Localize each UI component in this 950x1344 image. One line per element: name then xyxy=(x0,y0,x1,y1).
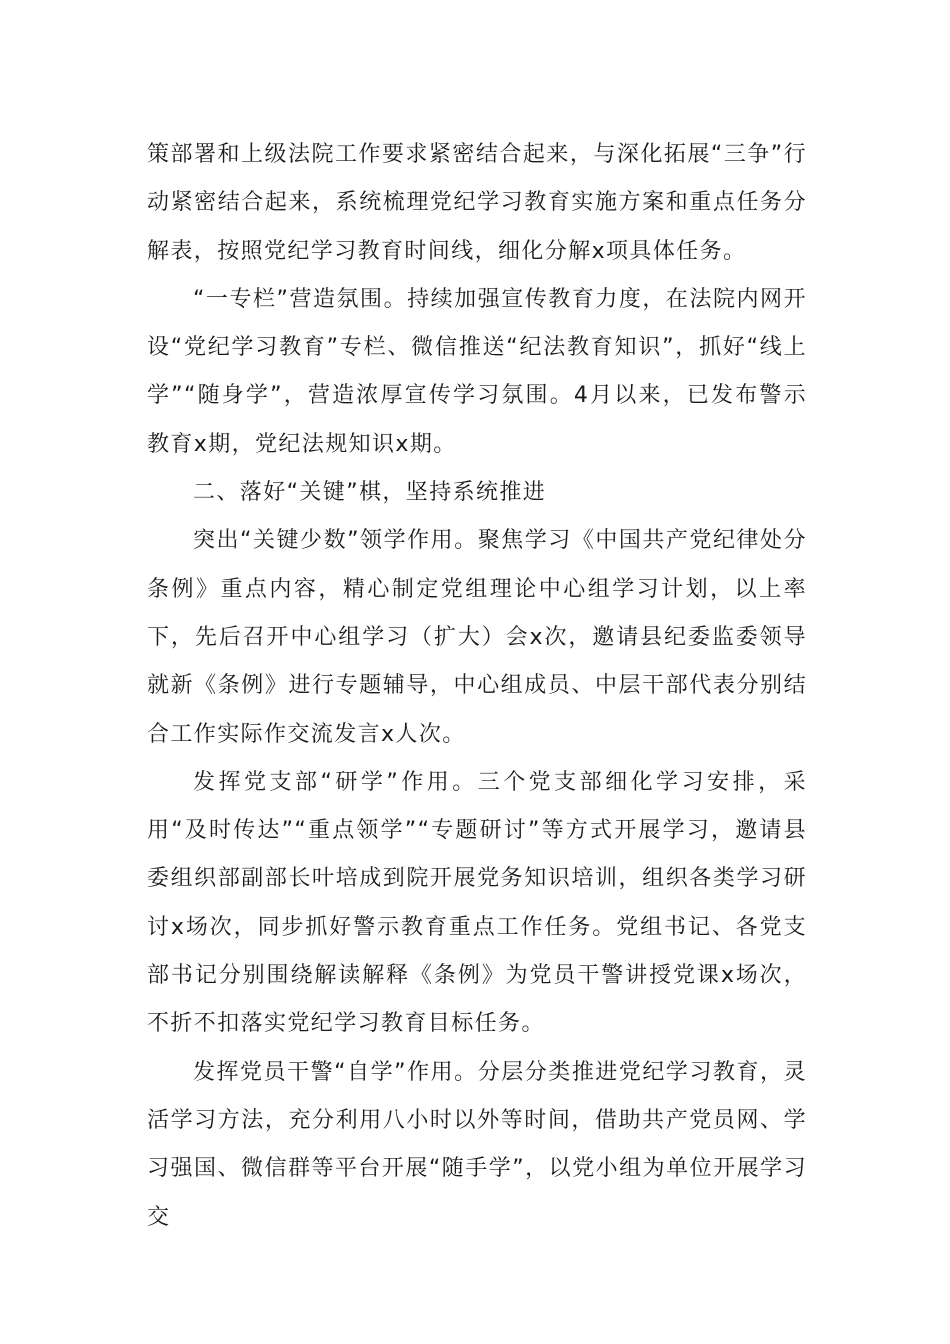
paragraph-key-minority: 突出“关键少数”领学作用。聚焦学习《中国共产党纪律处分条例》重点内容，精心制定党组理论中心组学习计划，以上率下，先后召开中心组学习（扩大）会x次，邀请县纪委监委领导就新《条例》进行专题辅导，中心组成员、中层干部代表分别结合工作实际作交流发言x人次。 xyxy=(147,528,807,747)
document-body xyxy=(147,131,807,1242)
paragraph-column-atmosphere: “一专栏”营造氛围。持续加强宣传教育力度，在法院内网开设“党纪学习教育”专栏、微信推送“纪法教育知识”，抓好“线上学”“随身学”，营造浓厚宣传学习氛围。4月以来，已发布警示教育x期，党纪法规知识x期。 xyxy=(147,286,807,457)
paragraph-branch-study: 发挥党支部“研学”作用。三个党支部细化学习安排，采用“及时传达”“重点领学”“专题研讨”等方式开展学习，邀请县委组织部副部长叶培成到院开展党务知识培训，组织各类学习研讨x场次，同步抓好警示教育重点工作任务。党组书记、各党支部书记分别围绕解读解释《条例》为党员干警讲授党课x场次，不折不扣落实党纪学习教育目标任务。 xyxy=(147,769,807,1037)
paragraph-self-study: 发挥党员干警“自学”作用。分层分类推进党纪学习教育，灵活学习方法，充分利用八小时以外等时间，借助共产党员网、学习强国、微信群等平台开展“随手学”，以党小组为单位开展学习交 xyxy=(147,1059,807,1230)
section-heading-two: 二、落好“关键”棋，坚持系统推进 xyxy=(193,480,547,506)
paragraph-continuation: 策部署和上级法院工作要求紧密结合起来，与深化拓展“三争”行动紧密结合起来，系统梳理党纪学习教育实施方案和重点任务分解表，按照党纪学习教育时间线，细化分解x项具体任务。 xyxy=(147,142,807,264)
